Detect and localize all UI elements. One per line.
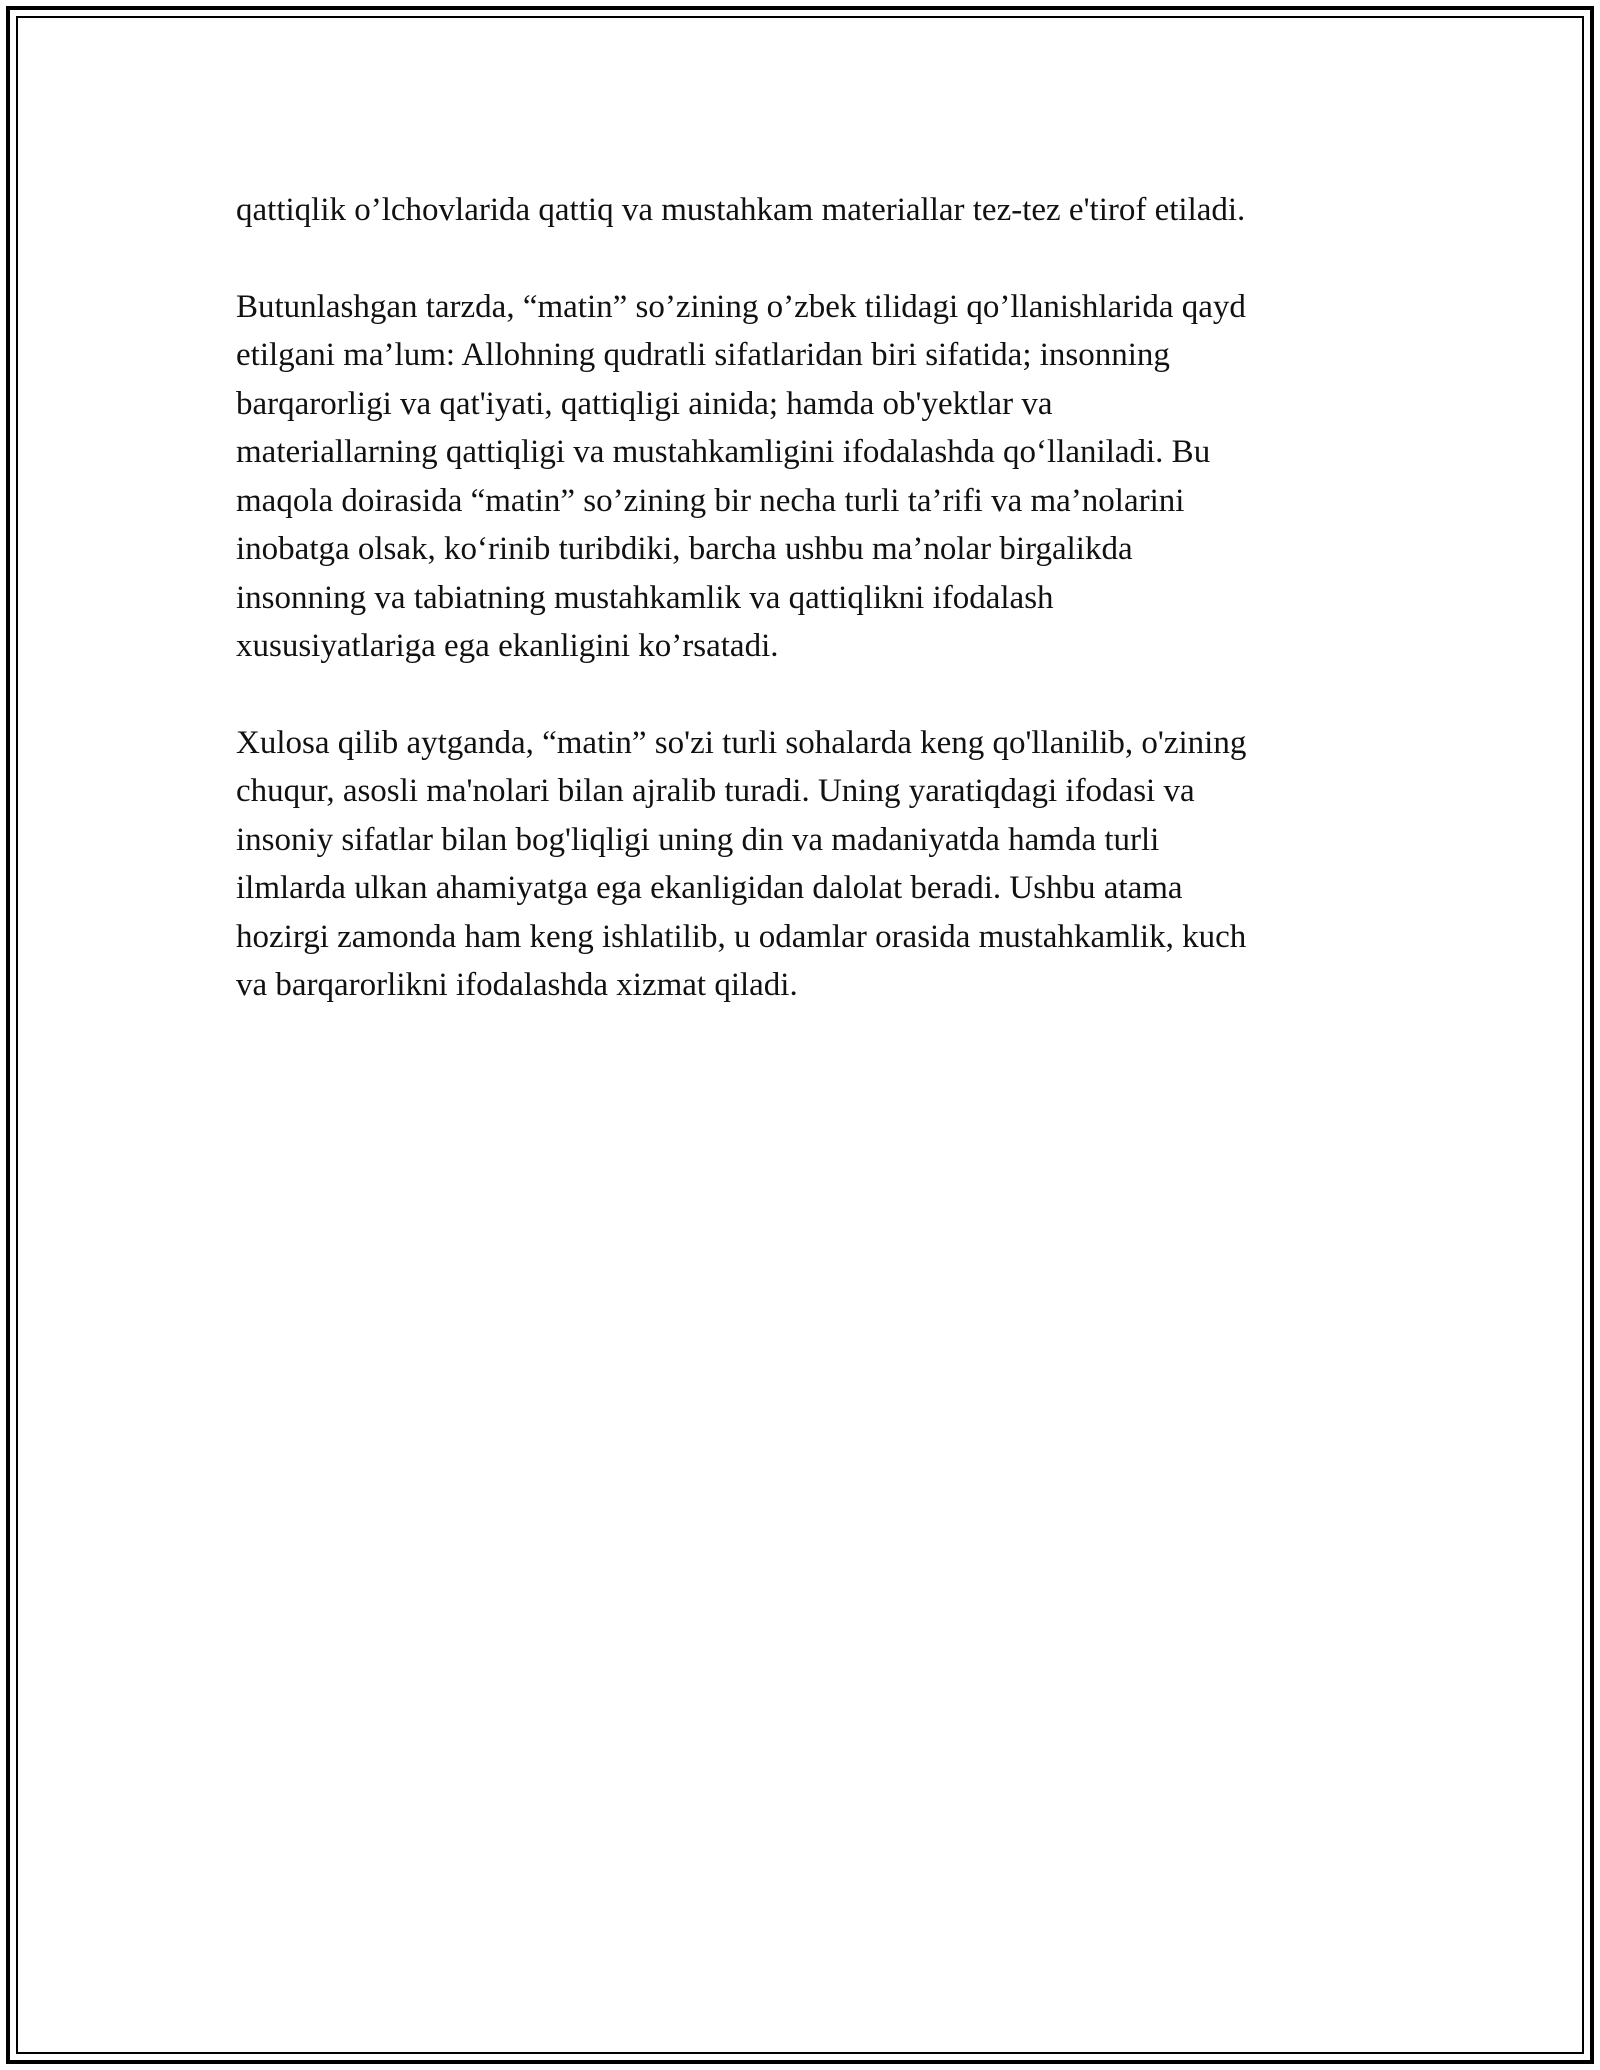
text-line: qattiqlik o’lchovlarida qattiq va mustahkam materiallar tez-tez e'tirof etiladi. <box>236 192 1246 228</box>
paragraph-2 <box>236 283 1366 671</box>
text-line: barqarorligi va qat'iyati, qattiqligi ainida; hamda ob'yektlar va <box>236 385 1053 422</box>
text-line: Xulosa qilib aytganda, “matin” so'zi turli sohalarda keng qo'llanilib, o'zining <box>236 724 1247 761</box>
text-line: xususiyatlariga ega ekanligini ko’rsatadi. <box>236 628 779 664</box>
text-line: hozirgi zamonda ham keng ishlatilib, u odamlar orasida mustahkamlik, kuch <box>236 918 1247 955</box>
paragraph-1 <box>236 186 1366 235</box>
text-line: insonning va tabiatning mustahkamlik va qattiqlikni ifodalash <box>236 579 1054 616</box>
text-line: etilgani ma’lum: Allohning qudratli sifatlaridan biri sifatida; insonning <box>236 337 1170 373</box>
text-line: materiallarning qattiqligi va mustahkamligini ifodalashda qo‘llaniladi. Bu <box>236 434 1211 470</box>
text-line: inobatga olsak, ko‘rinib turibdiki, barcha ushbu ma’nolar birgalikda <box>236 531 1133 567</box>
text-line: chuqur, asosli ma'nolari bilan ajralib turadi. Uning yaratiqdagi ifodasi va <box>236 773 1195 809</box>
document-body <box>236 186 1366 1058</box>
text-line: va barqarorlikni ifodalashda xizmat qiladi. <box>236 967 798 1003</box>
text-line: maqola doirasida “matin” so’zining bir necha turli ta’rifi va ma’nolarini <box>236 482 1185 519</box>
text-line: ilmlarda ulkan ahamiyatga ega ekanligidan dalolat beradi. Ushbu atama <box>236 870 1183 906</box>
paragraph-3 <box>236 719 1366 1010</box>
text-line: Butunlashgan tarzda, “matin” so’zining o’zbek tilidagi qo’llanishlarida qayd <box>236 288 1246 325</box>
text-line: insoniy sifatlar bilan bog'liqligi uning din va madaniyatda hamda turli <box>236 821 1160 858</box>
